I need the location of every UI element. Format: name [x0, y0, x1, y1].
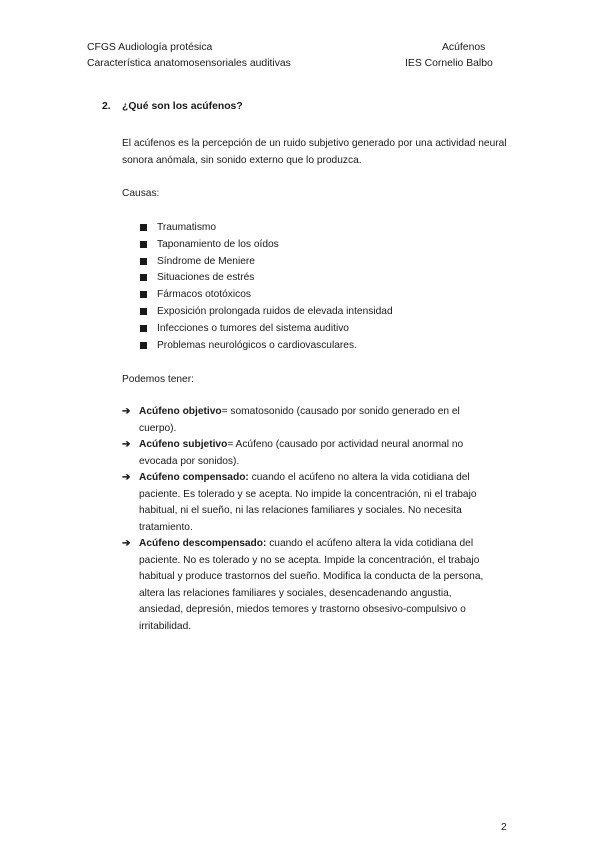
list-item: Infecciones o tumores del sistema auditivo: [140, 321, 393, 338]
bullet-square-icon: [140, 258, 147, 265]
section-title: ¿Qué son los acúfenos?: [122, 101, 243, 112]
header-school: IES Cornelio Balbo: [405, 58, 493, 69]
list-item: ➔ Acúfeno subjetivo= Acúfeno (causado por actividad neural anormal no evocada por sonidos).: [122, 439, 464, 467]
list-item: [122, 470, 497, 536]
type-description: cuando el acúfeno altera la vida cotidiana del paciente. No es tolerado y no se acepta. Impide la concentración, el trabajo habitual y produce trastornos del sueño. Modifica la conducta de la persona, altera las relaciones familiares y sociales, desencadenando angustia, ansiedad, depresión, miedos temores y trastorno obsesivo-compulsivo o irritabilidad.: [139, 538, 484, 632]
bullet-square-icon: [140, 274, 147, 281]
list-item: Fármacos ototóxicos: [140, 287, 393, 304]
page-number: 2: [501, 822, 507, 833]
bullet-square-icon: [140, 291, 147, 298]
arrow-right-icon: ➔: [122, 472, 131, 483]
list-item: Problemas neurológicos o cardiovasculares.: [140, 338, 393, 355]
list-item: Taponamiento de los oídos: [140, 237, 393, 254]
header-subject: Característica anatomosensoriales auditivas: [87, 58, 291, 69]
types-label: Podemos tener:: [122, 374, 194, 385]
arrow-right-icon: ➔: [122, 406, 131, 417]
list-item: [122, 536, 497, 635]
bullet-square-icon: [140, 224, 147, 231]
arrow-right-icon: ➔: [122, 439, 131, 450]
type-description: Acúfeno (causado por actividad neural anormal no evocada por sonidos).: [139, 439, 464, 467]
type-term: Acúfeno descompensado:: [139, 538, 267, 549]
list-item: ➔ Acúfeno objetivo= somatosonido (causado por sonido generado en el cuerpo).: [122, 406, 460, 434]
type-term: Acúfeno subjetivo: [139, 439, 228, 450]
type-description: somatosonido (causado por sonido generado en el cuerpo).: [139, 406, 460, 434]
bullet-square-icon: [140, 325, 147, 332]
section-heading: [102, 101, 243, 112]
bullet-square-icon: [140, 241, 147, 248]
type-term: Acúfeno compensado:: [139, 472, 249, 483]
list-item: Exposición prolongada ruidos de elevada intensidad: [140, 304, 393, 321]
type-term: Acúfeno objetivo: [139, 406, 222, 417]
bullet-square-icon: [140, 308, 147, 315]
list-item: Traumatismo: [140, 220, 393, 237]
section-number: 2.: [102, 101, 111, 112]
causes-list: [140, 220, 393, 354]
list-item: Situaciones de estrés: [140, 270, 393, 287]
list-item: Síndrome de Meniere: [140, 254, 393, 271]
header-topic: Acúfenos: [442, 42, 486, 53]
causes-label: Causas:: [122, 188, 160, 199]
bullet-square-icon: [140, 342, 147, 349]
type-description: cuando el acúfeno no altera la vida cotidiana del paciente. Es tolerado y se acepta. No impide la concentración, ni el trabajo habitual, ni el sueño, ni las relaciones familiares y sociales. No necesita tratamiento.: [139, 472, 477, 533]
tinnitus-types-list: [122, 404, 497, 635]
arrow-right-icon: ➔: [122, 538, 131, 549]
definition-paragraph: El acúfenos es la percepción de un ruido subjetivo generado por una actividad neural sonora anómala, sin sonido externo que lo produzca.: [122, 138, 507, 166]
header-course: CFGS Audiología protésica: [87, 42, 213, 53]
